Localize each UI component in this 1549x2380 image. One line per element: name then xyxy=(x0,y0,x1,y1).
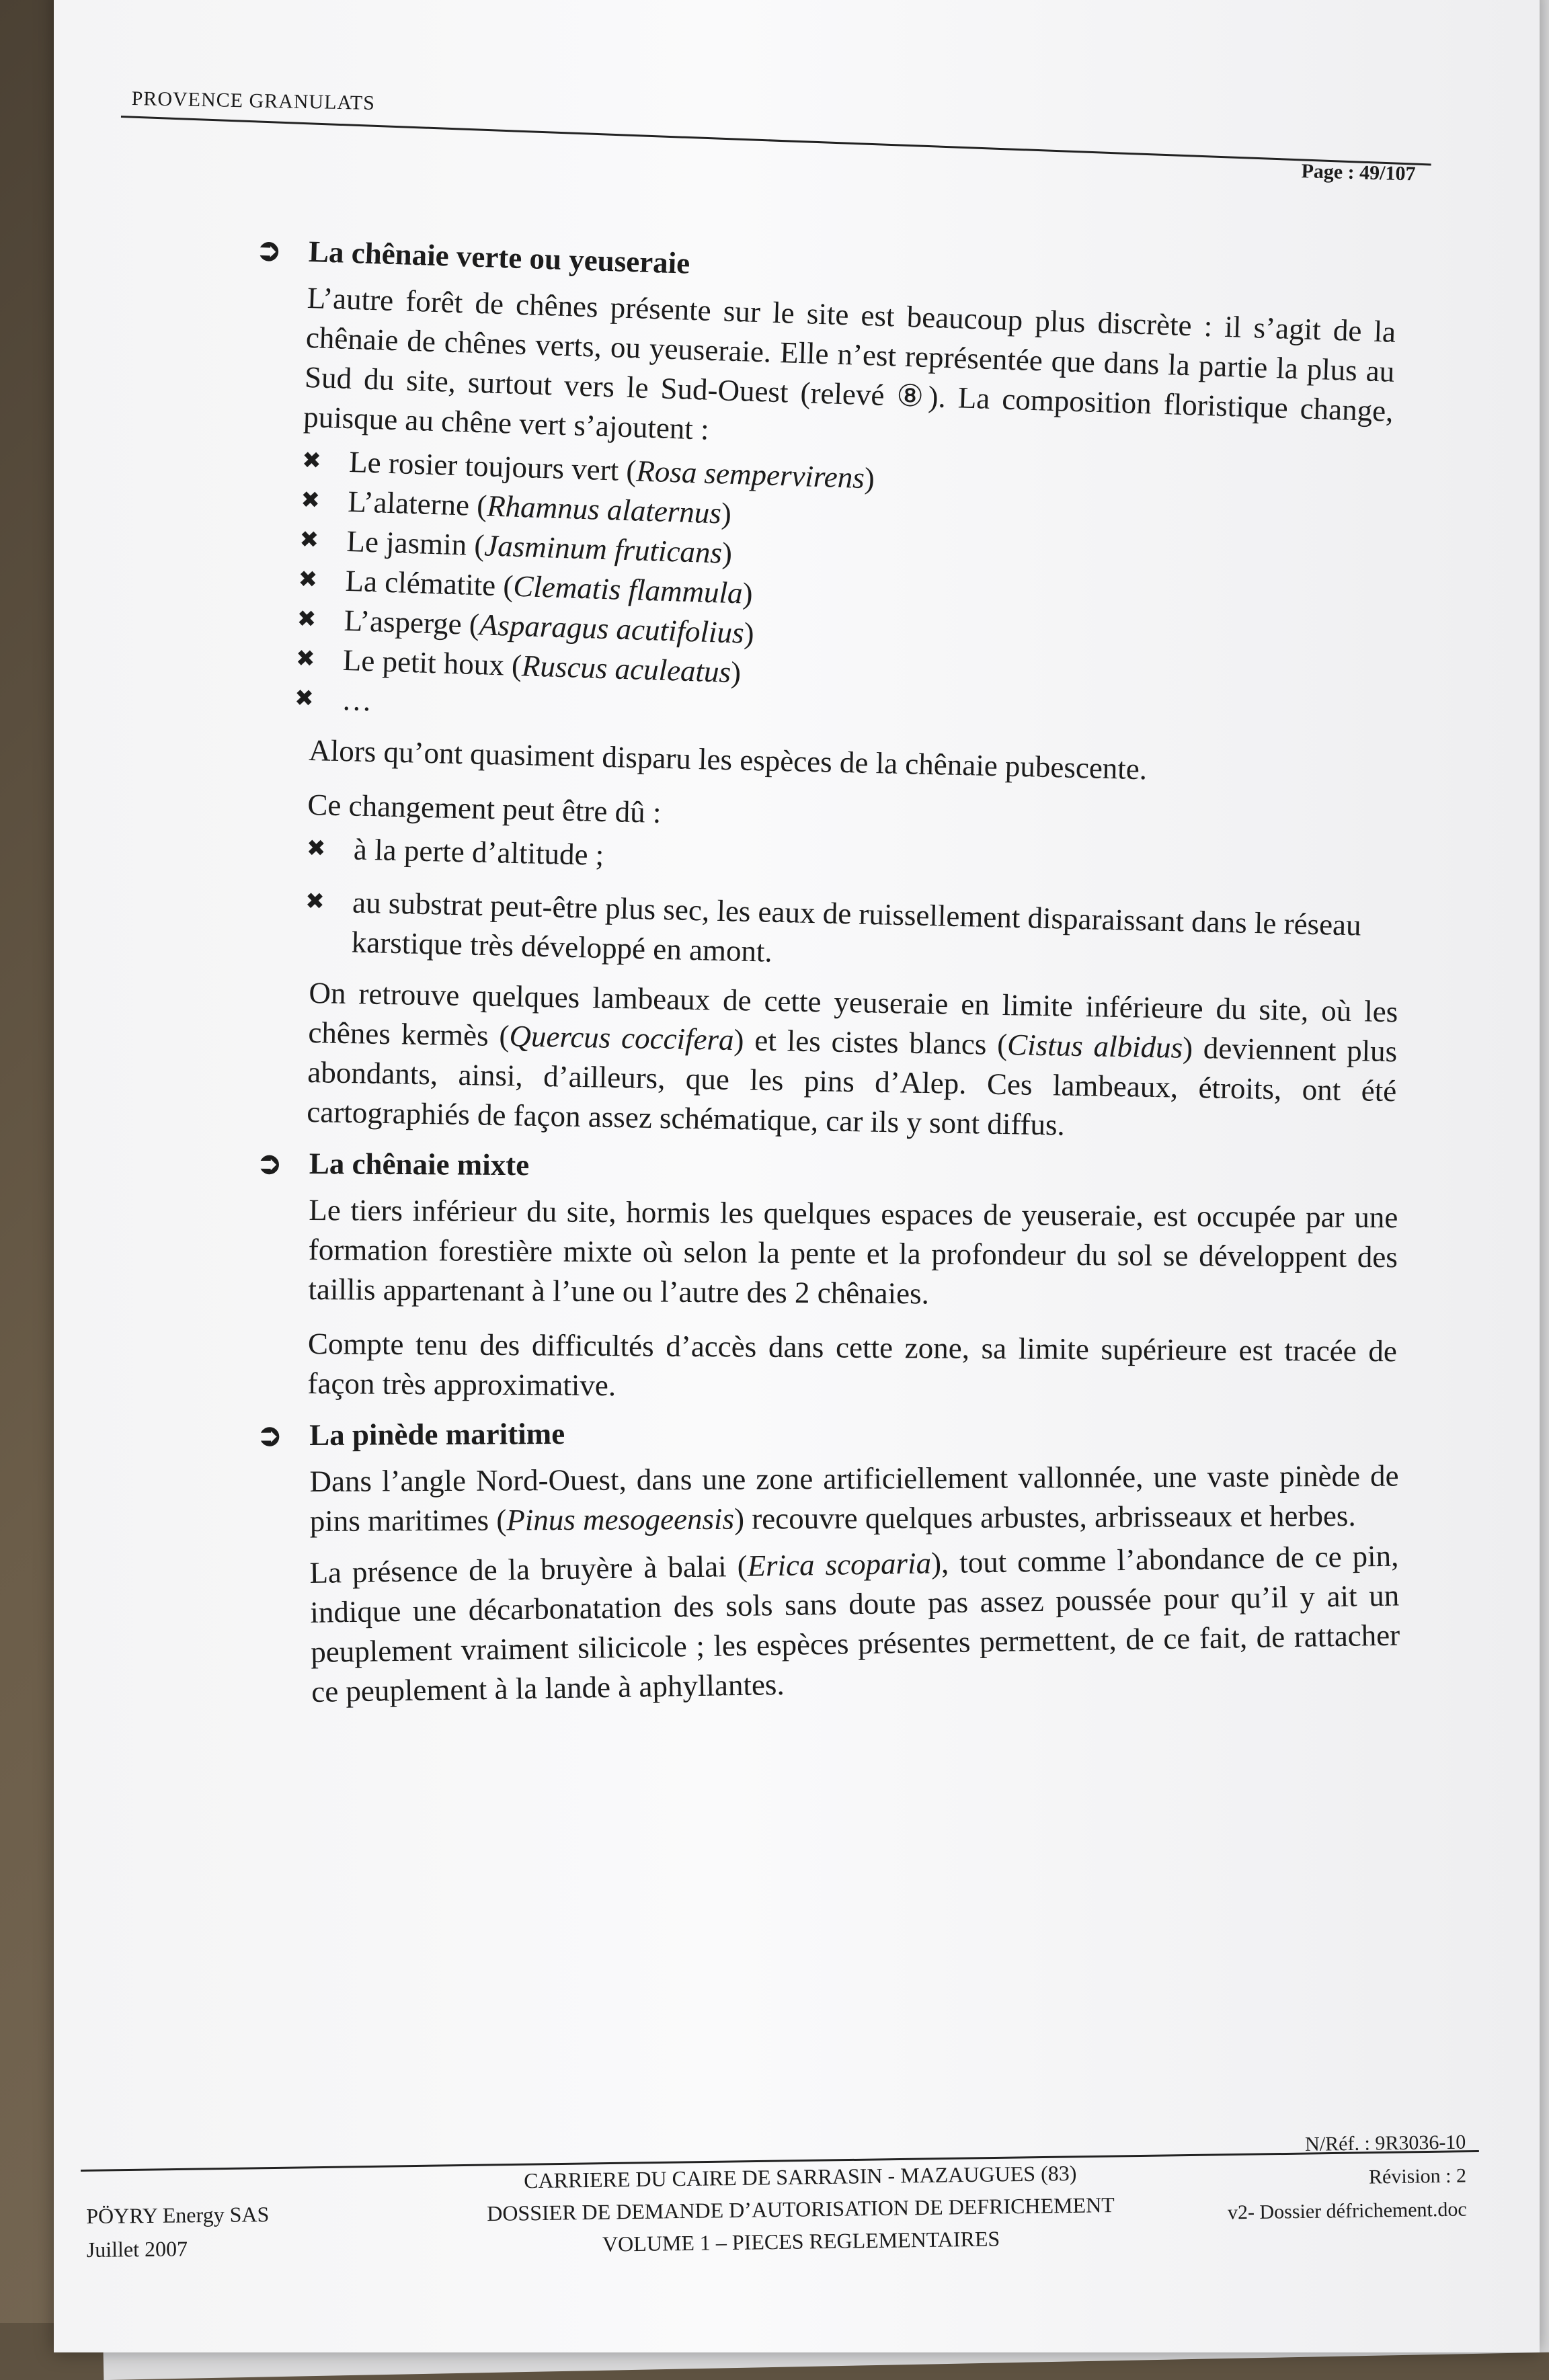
footer-left xyxy=(86,2197,270,2266)
footer-dossier: DOSSIER DE DEMANDE D’AUTORISATION DE DEFRICHEMENT xyxy=(486,2192,1115,2226)
footer-date: Juillet 2007 xyxy=(86,2236,188,2262)
section-chenaie-mixte xyxy=(256,1144,1398,1411)
section-chenaie-verte xyxy=(255,232,1398,753)
arrow-icon: ➲ xyxy=(256,1146,282,1180)
page-number: Page : 49/107 xyxy=(1301,160,1416,186)
section-heading xyxy=(257,1410,1398,1455)
arrow-icon: ➲ xyxy=(257,1418,283,1452)
paragraph: La présence de la bruyère à balai (Erica scoparia), tout comme l’abondance de ce pin, indique une décarbonatation des sols sans doute pas assez poussée pour qu’il y ait un peuplement vraiment silicicole ; les espèces présentes permettent, de ce fait, de rattacher ce peuplement à la lande à aphyllantes. xyxy=(309,1538,1400,1709)
list-item: ✖ Le jasmin (Jasminum fruticans) xyxy=(299,520,1389,594)
list-item: ✖ au substrat peut-être plus sec, les eaux de ruissellement disparaissant dans le réseau karstique très développé en amont. xyxy=(304,882,1394,986)
section-pinede-maritime xyxy=(257,1410,1399,1541)
heading-text: La pinède maritime xyxy=(309,1417,565,1452)
reasons-list xyxy=(304,829,1396,986)
section-yeuseraie-closing xyxy=(307,973,1398,1151)
footer-center xyxy=(444,2156,1158,2262)
list-item: ✖ à la perte d’altitude ; xyxy=(306,829,1396,893)
header-company: PROVENCE GRANULATS xyxy=(131,87,376,114)
paragraph: Ce changement peut être dû : xyxy=(307,787,662,829)
paragraph: L’autre forêt de chênes présente sur le site est beaucoup plus discrète : il s’agit de la chênaie de chênes verts, ou yeuseraie. Elle n’est représentée que dans la partie la plus au Sud du site, surtout vers le Sud-Ouest (relevé ⑧). La composition floristique change, puisque au chêne vert s’ajoutent : xyxy=(303,280,1396,446)
cross-bullet-icon: ✖ xyxy=(306,835,326,862)
cross-bullet-icon: ✖ xyxy=(296,606,317,632)
heading-text: La chênaie verte ou yeuseraie xyxy=(308,234,690,280)
list-item: ✖ Le petit houx (Ruscus aculeatus) xyxy=(295,639,1385,713)
section-heading xyxy=(256,1144,1398,1191)
paragraph: Alors qu’ont quasiment disparu les espèces de la chênaie pubescente. xyxy=(308,733,1148,786)
paragraph: Le tiers inférieur du site, hormis les quelques espaces de yeuseraie, est occupée par une formation forestière mixte où selon la pente et la profondeur du sol se développent des taillis appartenant à l’une ou l’autre des 2 chênaies. xyxy=(308,1192,1398,1311)
list-item: ✖ La clématite (Clematis flammula) xyxy=(298,560,1388,634)
cross-bullet-icon: ✖ xyxy=(298,567,318,593)
cross-bullet-icon: ✖ xyxy=(305,889,325,915)
cross-bullet-icon: ✖ xyxy=(300,487,321,514)
footer-project: CARRIERE DU CAIRE DE SARRASIN - MAZAUGUES (83) xyxy=(523,2160,1077,2193)
paragraph: Dans l’angle Nord-Ouest, dans une zone artificiellement vallonnée, une vaste pinède de pins maritimes (Pinus mesogeensis) recouvre quelques arbustes, arbrisseaux et herbes. xyxy=(309,1459,1399,1538)
footer-revision: Révision : 2 xyxy=(1368,2164,1467,2188)
section-pinede-cont xyxy=(309,1536,1401,1712)
footer-right xyxy=(1203,2126,1467,2230)
heading-text: La chênaie mixte xyxy=(309,1146,530,1182)
cross-bullet-icon: ✖ xyxy=(294,686,315,712)
paragraph: On retrouve quelques lambeaux de cette yeuseraie en limite inférieure du site, où les chênes kermès (Quercus coccifera) et les cistes blancs (Cistus albidus) deviennent plus abondants, ainsi, d’ailleurs, que les pins d’Alep. Ces lambeaux, étroits, ont été cartographiés de façon assez schématique, car ils y sont diffus. xyxy=(306,975,1398,1142)
paragraph: Compte tenu des difficultés d’accès dans cette zone, sa limite supérieure est tracée de façon très approximative. xyxy=(307,1326,1398,1403)
cross-bullet-icon: ✖ xyxy=(299,527,319,553)
footer-volume: VOLUME 1 – PIECES REGLEMENTAIRES xyxy=(602,2226,1000,2256)
list-item: ✖ … xyxy=(294,679,1384,753)
document-body xyxy=(255,232,1400,1712)
footer-reference: N/Réf. : 9R3036-10 xyxy=(1304,2131,1466,2156)
cross-bullet-icon: ✖ xyxy=(295,646,316,672)
list-item: ✖ L’asperge (Asparagus acutifolius) xyxy=(296,600,1386,673)
footer-filename: v2- Dossier défrichement.doc xyxy=(1227,2198,1467,2224)
species-list xyxy=(294,441,1391,753)
cross-bullet-icon: ✖ xyxy=(301,448,322,474)
header-rule xyxy=(121,116,1431,165)
section-chenaie-verte-cont xyxy=(304,731,1398,986)
list-item: ✖ Le rosier toujours vert (Rosa sempervirens) xyxy=(301,441,1391,515)
footer-company: PÖYRY Energy SAS xyxy=(86,2202,270,2228)
list-item: ✖ L’alaterne (Rhamnus alaternus) xyxy=(301,481,1390,555)
arrow-icon: ➲ xyxy=(255,233,282,268)
